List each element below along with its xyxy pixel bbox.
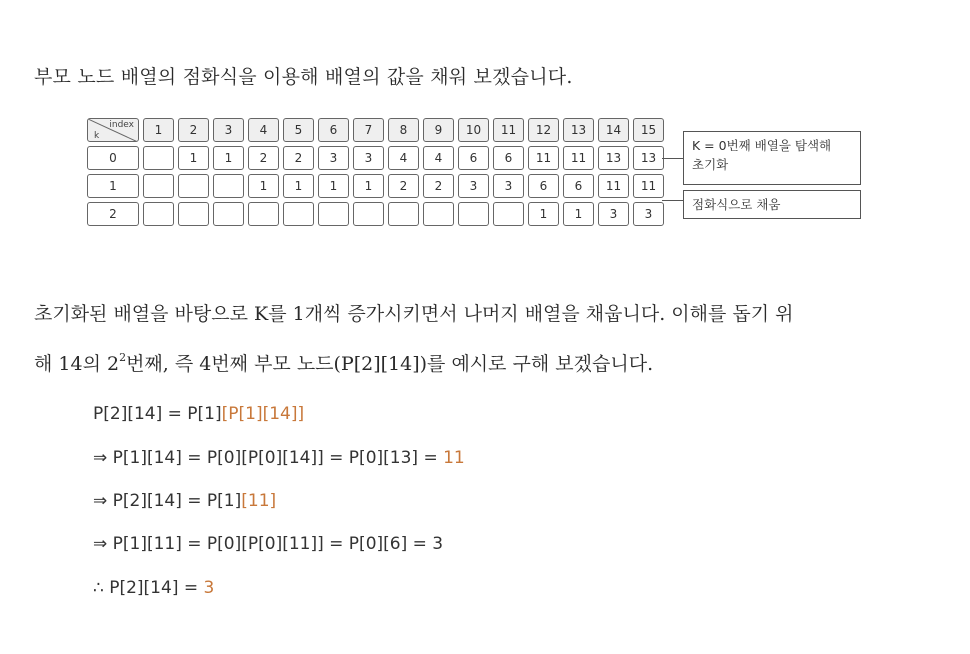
table-header-cell: 14 [598,118,629,142]
table-header-cell: 7 [353,118,384,142]
table-header-cell: 15 [633,118,664,142]
table-cell [493,202,524,226]
table-cell [353,202,384,226]
table-cell: 4 [423,146,454,170]
table-header-cell: 4 [248,118,279,142]
table-cell: 3 [318,146,349,170]
table-cell: 3 [493,174,524,198]
table-cell: 11 [633,174,664,198]
note-initialize-line2: 초기화 [692,157,729,172]
table-cell [143,202,174,226]
table-corner-cell [87,118,139,142]
note-initialize-line1: K = 0번째 배열을 탐색해 [692,138,832,153]
corner-k-label: k [94,131,100,141]
derivation-line-1: P[2][14] = P[1][P[1][14]] [93,404,305,424]
table-header-cell: 3 [213,118,244,142]
table-header-cell: 11 [493,118,524,142]
table-cell: 1 [248,174,279,198]
table-header-cell: 8 [388,118,419,142]
table-cell [213,202,244,226]
table-cell: 13 [598,146,629,170]
table-cell: 6 [493,146,524,170]
table-cell [283,202,314,226]
table-cell: 13 [633,146,664,170]
table-cell: 1 [213,146,244,170]
table-cell [178,174,209,198]
table-row-label: 0 [87,146,139,170]
table-cell [248,202,279,226]
note-recurrence-connector [662,200,683,201]
note-initialize-connector [662,158,683,159]
note-initialize [683,131,861,185]
table-cell: 2 [388,174,419,198]
explanation-paragraph [34,292,794,386]
corner-index-label: index [109,120,134,130]
table-cell [318,202,349,226]
table-cell [178,202,209,226]
table-header-cell: 6 [318,118,349,142]
table-cell: 1 [178,146,209,170]
table-cell: 1 [353,174,384,198]
intro-paragraph: 부모 노드 배열의 점화식을 이용해 배열의 값을 채워 보겠습니다. [34,66,573,88]
table-cell: 1 [563,202,594,226]
table-header-cell: 9 [423,118,454,142]
table-cell [458,202,489,226]
table-cell: 3 [353,146,384,170]
table-cell: 6 [528,174,559,198]
explanation-line2: 해 14의 $2^2$번째, 즉 4번째 부모 노드(P[2][14])를 예시로 구해 보겠습니다. [34,351,654,375]
derivation-line-4: ⇒ P[1][11] = P[0][P[0][11]] = P[0][6] = 3 [93,534,444,554]
table-header-cell: 12 [528,118,559,142]
table-row-label: 2 [87,202,139,226]
table-cell: 11 [528,146,559,170]
table-cell: 3 [633,202,664,226]
table-cell: 11 [563,146,594,170]
table-cell: 1 [528,202,559,226]
table-header-cell: 1 [143,118,174,142]
table-header-cell: 5 [283,118,314,142]
table-cell [143,174,174,198]
table-cell: 4 [388,146,419,170]
table-cell [423,202,454,226]
note-recurrence [683,190,861,219]
derivation-line-3: ⇒ P[2][14] = P[1][11] [93,491,277,511]
table-cell: 2 [423,174,454,198]
table-cell: 6 [563,174,594,198]
table-cell: 3 [598,202,629,226]
note-recurrence-text: 점화식으로 채움 [692,197,781,212]
table-cell: 2 [248,146,279,170]
table-cell: 6 [458,146,489,170]
derivation-line-2: ⇒ P[1][14] = P[0][P[0][14]] = P[0][13] = 11 [93,448,465,468]
table-cell [388,202,419,226]
table-cell: 11 [598,174,629,198]
explanation-line1: 초기화된 배열을 바탕으로 K를 1개씩 증가시키면서 나머지 배열을 채웁니다. 이해를 돕기 위 [34,303,794,325]
table-cell: 1 [318,174,349,198]
table-cell: 3 [458,174,489,198]
table-header-cell: 2 [178,118,209,142]
table-cell: 1 [283,174,314,198]
table-row-label: 1 [87,174,139,198]
table-cell: 2 [283,146,314,170]
table-cell [213,174,244,198]
table-header-cell: 13 [563,118,594,142]
table-header-cell: 10 [458,118,489,142]
derivation-line-5: ∴ P[2][14] = 3 [93,578,215,598]
table-cell [143,146,174,170]
